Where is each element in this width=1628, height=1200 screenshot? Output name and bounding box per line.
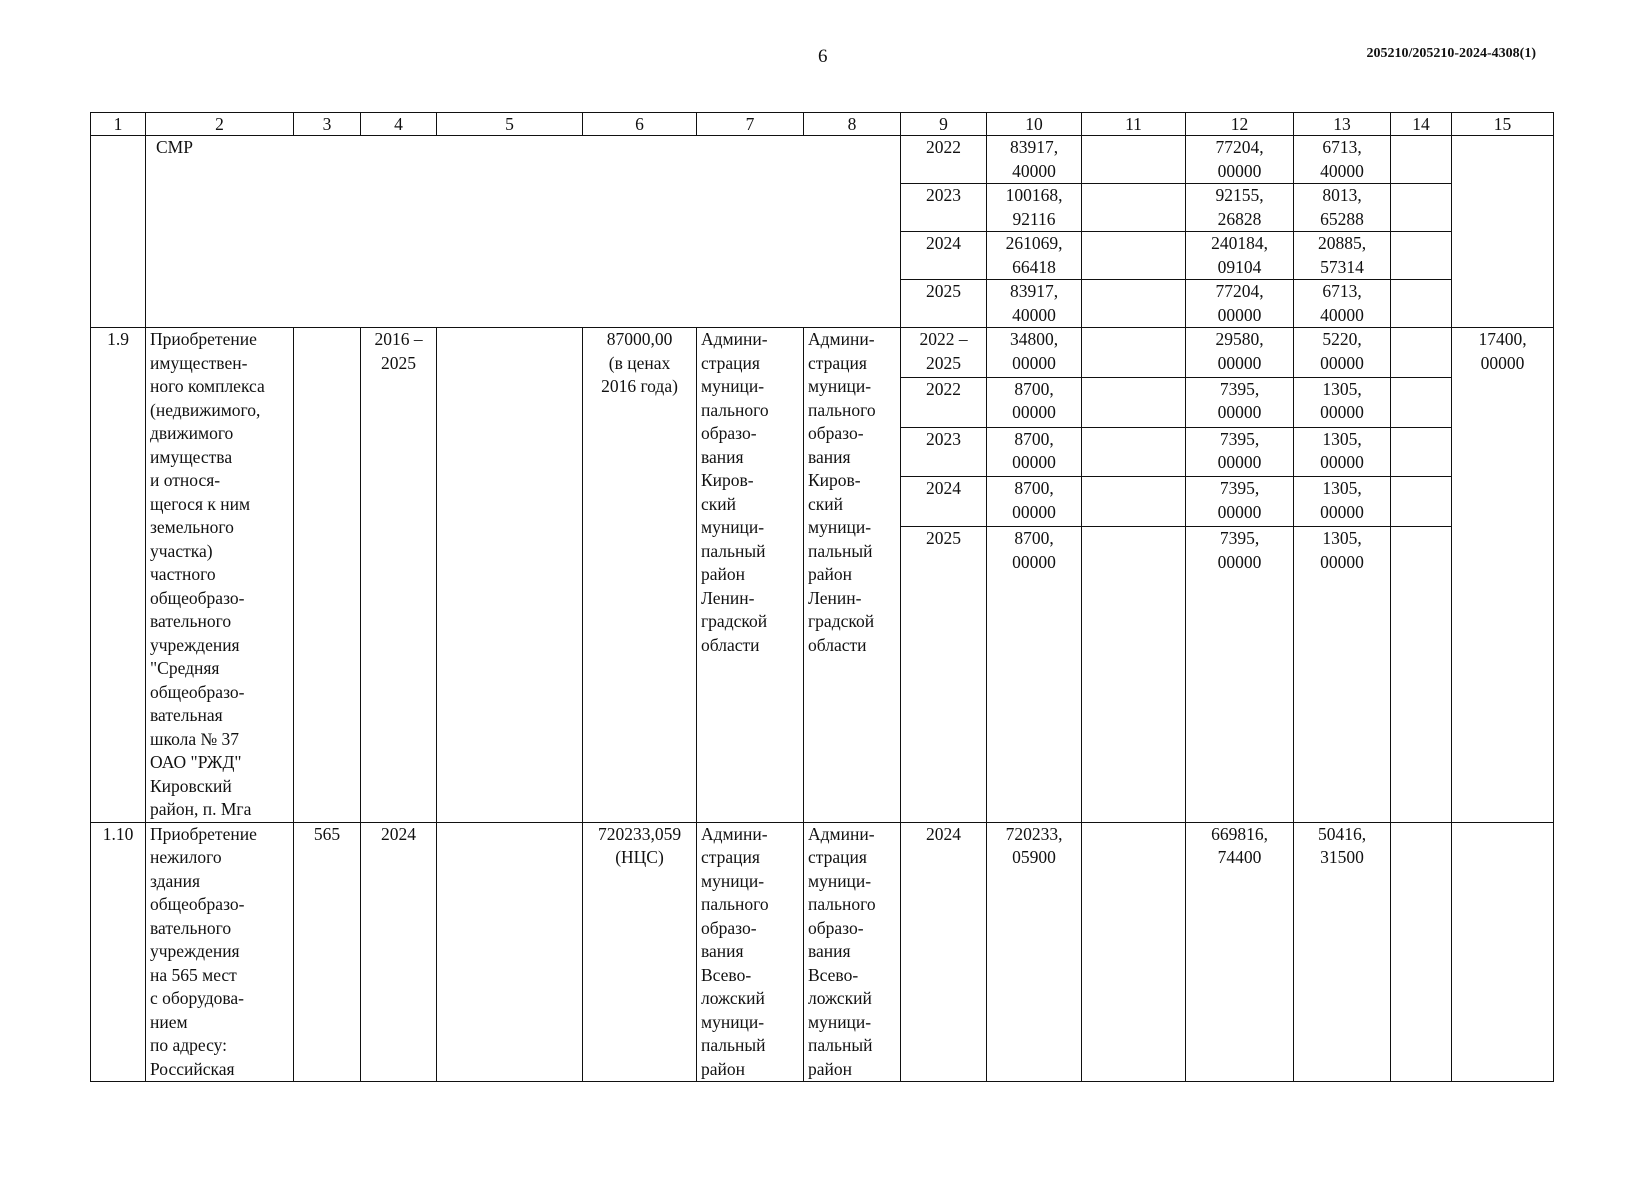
period-cell: 2024 xyxy=(361,822,437,1082)
amount-other-cell xyxy=(1391,232,1452,280)
amount-other-cell xyxy=(1391,184,1452,232)
col15-cell xyxy=(1452,822,1554,1082)
col5-cell xyxy=(437,822,583,1082)
column-number: 9 xyxy=(901,113,987,136)
capacity-cell: 565 xyxy=(294,822,361,1082)
amount-total-cell: 261069, 66418 xyxy=(987,232,1082,280)
amount-regional-cell: 240184, 09104 xyxy=(1186,232,1294,280)
amount-regional-cell: 7395, 00000 xyxy=(1186,377,1294,427)
amount-total-cell: 83917, 40000 xyxy=(987,136,1082,184)
amount-total-cell: 8700, 00000 xyxy=(987,427,1082,477)
amount-total-cell: 100168, 92116 xyxy=(987,184,1082,232)
amount-local-cell: 1305, 00000 xyxy=(1294,427,1391,477)
year-cell: 2023 xyxy=(901,427,987,477)
year-cell: 2023 xyxy=(901,184,987,232)
amount-local-cell: 5220, 00000 xyxy=(1294,328,1391,378)
amount-other-cell xyxy=(1391,136,1452,184)
amount-other-cell xyxy=(1391,822,1452,1082)
column-number: 5 xyxy=(437,113,583,136)
item-name-cell: Приобретение нежилого здания общеобразо- вательного учреждения на 565 мест с оборудова- нием по адресу: Российская xyxy=(146,822,294,1082)
amount-regional-cell: 7395, 00000 xyxy=(1186,477,1294,527)
year-cell: 2024 xyxy=(901,822,987,1082)
column-number: 2 xyxy=(146,113,294,136)
customer-cell: Админи- страция муници- пального образо- вания Киров- ский муници- пальный район Ленин- градской области xyxy=(697,328,804,823)
column-number: 12 xyxy=(1186,113,1294,136)
year-cell: 2022 xyxy=(901,377,987,427)
amount-other-cell xyxy=(1391,328,1452,378)
amount-total-cell: 8700, 00000 xyxy=(987,477,1082,527)
amount-local-cell: 8013, 65288 xyxy=(1294,184,1391,232)
year-cell: 2025 xyxy=(901,280,987,328)
amount-other-cell xyxy=(1391,427,1452,477)
amount-local-cell: 20885, 57314 xyxy=(1294,232,1391,280)
amount-federal-cell xyxy=(1082,136,1186,184)
amount-local-cell: 1305, 00000 xyxy=(1294,377,1391,427)
amount-federal-cell xyxy=(1082,377,1186,427)
period-cell: 2016 – 2025 xyxy=(361,328,437,823)
amount-local-cell: 6713, 40000 xyxy=(1294,280,1391,328)
amount-regional-cell: 77204, 00000 xyxy=(1186,136,1294,184)
column-number: 10 xyxy=(987,113,1082,136)
estimated-cost-cell: 720233,059 (НЦС) xyxy=(583,822,697,1082)
amount-total-cell: 720233, 05900 xyxy=(987,822,1082,1082)
table-row xyxy=(91,822,1554,1082)
amount-regional-cell: 7395, 00000 xyxy=(1186,427,1294,477)
amount-federal-cell xyxy=(1082,280,1186,328)
amount-total-cell: 8700, 00000 xyxy=(987,377,1082,427)
col5-cell xyxy=(437,328,583,823)
page-number: 6 xyxy=(818,46,828,67)
column-number: 11 xyxy=(1082,113,1186,136)
year-cell: 2024 xyxy=(901,232,987,280)
amount-other-cell xyxy=(1391,280,1452,328)
capacity-cell xyxy=(294,328,361,823)
year-cell: 2025 xyxy=(901,527,987,823)
column-number: 13 xyxy=(1294,113,1391,136)
program-table xyxy=(90,112,1554,1082)
amount-regional-cell: 669816, 74400 xyxy=(1186,822,1294,1082)
document-code: 205210/205210-2024-4308(1) xyxy=(1366,46,1536,61)
amount-other-cell xyxy=(1391,527,1452,823)
amount-federal-cell xyxy=(1082,328,1186,378)
column-number: 15 xyxy=(1452,113,1554,136)
recipient-cell: Админи- страция муници- пального образо- вания Киров- ский муници- пальный район Ленин- градской области xyxy=(804,328,901,823)
table-row xyxy=(91,136,1554,184)
year-cell: 2022 xyxy=(901,136,987,184)
amount-local-cell: 6713, 40000 xyxy=(1294,136,1391,184)
item-name-cell: Приобретение имуществен- ного комплекса (недвижимого, движимого имущества и относя- щегося к ним земельного участка) частного общеобразо- вательного учреждения "Средняя общеобразо- вательная школа № 37 ОАО "РЖД" Кировский район, п. Мга xyxy=(146,328,294,823)
smr-label: СМР xyxy=(146,136,901,328)
amount-other-cell xyxy=(1391,377,1452,427)
row-number-cell: 1.9 xyxy=(91,328,146,823)
column-number: 3 xyxy=(294,113,361,136)
amount-federal-cell xyxy=(1082,184,1186,232)
amount-local-cell: 1305, 00000 xyxy=(1294,527,1391,823)
column-number: 14 xyxy=(1391,113,1452,136)
amount-regional-cell: 77204, 00000 xyxy=(1186,280,1294,328)
amount-total-cell: 34800, 00000 xyxy=(987,328,1082,378)
col15-cell: 17400, 00000 xyxy=(1452,328,1554,823)
estimated-cost-cell: 87000,00 (в ценах 2016 года) xyxy=(583,328,697,823)
amount-regional-cell: 29580, 00000 xyxy=(1186,328,1294,378)
table-row xyxy=(91,328,1554,378)
column-number-row xyxy=(91,113,1554,136)
amount-federal-cell xyxy=(1082,527,1186,823)
amount-regional-cell: 92155, 26828 xyxy=(1186,184,1294,232)
amount-local-cell: 50416, 31500 xyxy=(1294,822,1391,1082)
column-number: 6 xyxy=(583,113,697,136)
amount-local-cell: 1305, 00000 xyxy=(1294,477,1391,527)
amount-total-cell: 83917, 40000 xyxy=(987,280,1082,328)
recipient-cell: Админи- страция муници- пального образо- вания Всево- ложский муници- пальный район xyxy=(804,822,901,1082)
amount-federal-cell xyxy=(1082,232,1186,280)
amount-federal-cell xyxy=(1082,822,1186,1082)
column-number: 4 xyxy=(361,113,437,136)
amount-federal-cell xyxy=(1082,477,1186,527)
row-number-cell: 1.10 xyxy=(91,822,146,1082)
year-cell: 2024 xyxy=(901,477,987,527)
col15-cell xyxy=(1452,136,1554,328)
amount-total-cell: 8700, 00000 xyxy=(987,527,1082,823)
customer-cell: Админи- страция муници- пального образо- вания Всево- ложский муници- пальный район xyxy=(697,822,804,1082)
column-number: 8 xyxy=(804,113,901,136)
amount-federal-cell xyxy=(1082,427,1186,477)
year-cell: 2022 – 2025 xyxy=(901,328,987,378)
column-number: 7 xyxy=(697,113,804,136)
amount-regional-cell: 7395, 00000 xyxy=(1186,527,1294,823)
amount-other-cell xyxy=(1391,477,1452,527)
column-number: 1 xyxy=(91,113,146,136)
row-number-cell xyxy=(91,136,146,328)
